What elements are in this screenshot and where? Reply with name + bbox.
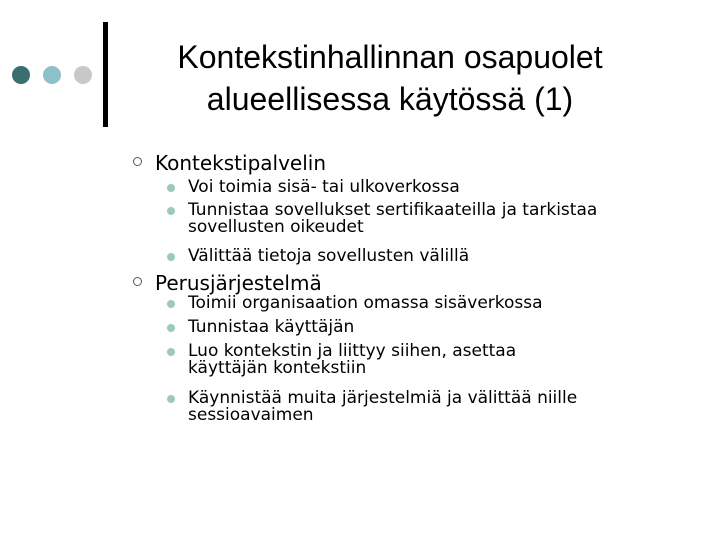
section-heading: Kontekstipalvelin <box>155 151 327 175</box>
list-bullet-icon <box>167 253 175 261</box>
title-line-2: alueellisessa käytössä (1) <box>206 81 574 117</box>
section-bullet-icon <box>133 277 142 286</box>
list-bullet-icon <box>167 184 175 192</box>
list-item: Tunnistaa sovellukset sertifikaateilla ja tarkistaa sovellusten oikeudet <box>188 200 598 237</box>
decor-dot-teal <box>43 66 61 84</box>
list-bullet-icon <box>167 348 175 356</box>
list-item: Tunnistaa käyttäjän <box>188 317 355 337</box>
list-item: Toimii organisaation omassa sisäverkossa <box>188 293 543 313</box>
list-bullet-icon <box>167 300 175 308</box>
list-bullet-icon <box>167 324 175 332</box>
list-item: Välittää tietoja sovellusten välillä <box>188 246 470 266</box>
title-line-1: Kontekstinhallinnan osapuolet <box>177 39 603 75</box>
slide-title <box>120 36 660 120</box>
decor-dot-gray <box>74 66 92 84</box>
list-bullet-icon <box>167 395 175 403</box>
list-item: Luo kontekstin ja liittyy siihen, asettaa käyttäjän kontekstiin <box>188 341 517 378</box>
list-item: Voi toimia sisä- tai ulkoverkossa <box>188 177 460 197</box>
section-bullet-icon <box>133 157 142 166</box>
section-heading: Perusjärjestelmä <box>155 271 322 295</box>
decor-dot-dark <box>12 66 30 84</box>
list-item: Käynnistää muita järjestelmiä ja välittää niille sessioavaimen <box>188 388 578 425</box>
list-bullet-icon <box>167 207 175 215</box>
title-divider <box>103 22 108 127</box>
